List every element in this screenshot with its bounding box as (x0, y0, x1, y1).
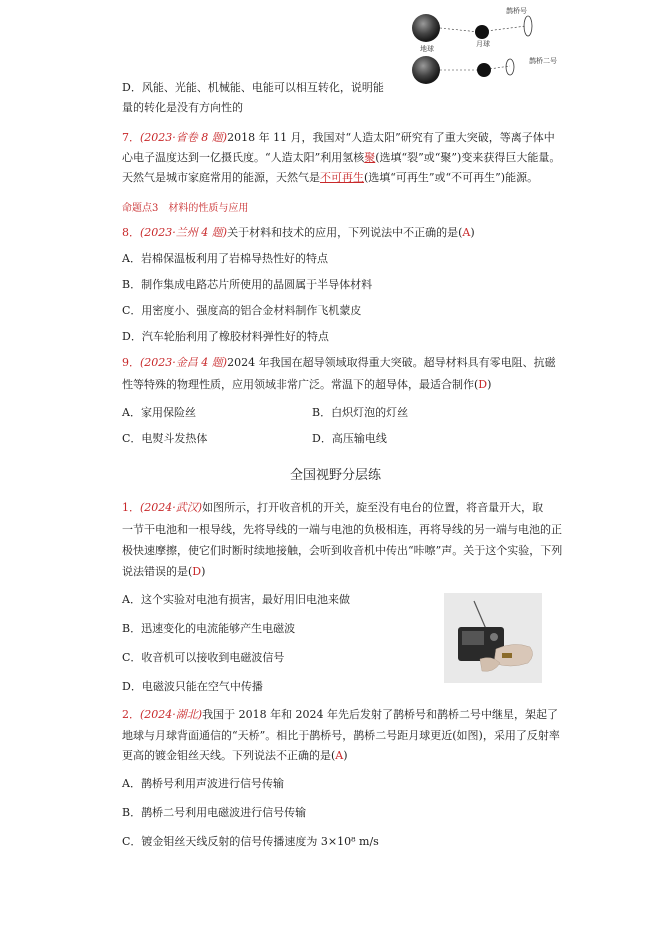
p1-line1: 1．(2024·武汉)如图所示，打开收音机的开关，旋至没有电台的位置，将音量开大，取 (122, 501, 544, 514)
p1-option-c: C．收音机可以接收到电磁波信号 (122, 651, 285, 664)
q9-line2: 性等特殊的物理性质，应用领域非常广泛。常温下的超导体，最适合制作(D) (122, 378, 492, 391)
question-source: (2024·湖北) (140, 708, 203, 721)
relay-orbit-icon (506, 59, 514, 75)
battery-icon (502, 653, 512, 658)
question-source: (2023·省卷 8 题) (140, 131, 228, 144)
p2-option-a: A．鹊桥号利用声波进行信号传输 (122, 777, 284, 790)
answer: D (478, 378, 488, 391)
q8-option-b: B．制作集成电路芯片所使用的晶圆属于半导体材料 (122, 278, 373, 291)
p1-line2: 一节干电池和一根导线，先将导线的一端与电池的负极相连，再将导线的另一端与电池的正 (122, 523, 562, 536)
q9-option-c: C．电熨斗发热体 (122, 432, 208, 445)
p2-line1: 2．(2024·湖北)我国于 2018 年和 2024 年先后发射了鹊桥号和鹊桥二号中继星，架起了 (122, 708, 559, 721)
p2-line2: 地球与月球背面通信的“天桥”。相比于鹊桥号，鹊桥二号距月球更近(如图)，采用了反射率 (122, 729, 560, 742)
p2-line3: 更高的镀金钼丝天线。下列说法不正确的是(A) (122, 749, 348, 762)
relay1-label: 鹊桥号 (506, 7, 527, 15)
p1-option-d: D．电磁波只能在空气中传播 (122, 680, 263, 693)
q8-option-c: C．用密度小、强度高的铝合金材料制作飞机蒙皮 (122, 304, 362, 317)
question-source: (2023·兰州 4 题) (140, 226, 228, 239)
question-number: 8． (122, 226, 140, 239)
relay2-label: 鹊桥二号 (529, 57, 557, 65)
question-source: (2024·武汉) (140, 501, 203, 514)
answer: 聚 (364, 151, 376, 164)
question-number: 7． (122, 131, 140, 144)
q7-line2: 心电子温度达到一亿摄氏度。“人造太阳”利用氢核聚(选填“裂”或“聚”)变来获得巨大能量。 (122, 151, 561, 164)
p1-line4: 说法错误的是(D) (122, 565, 206, 578)
moon-icon (475, 25, 489, 39)
q8-option-d: D．汽车轮胎利用了橡胶材料弹性好的特点 (122, 330, 329, 343)
q9-line1: 9．(2023·金昌 4 题)2024 年我国在超导领域取得重大突破。超导材料具有零电阻、抗磁 (122, 356, 556, 369)
q8-option-a: A．岩棉保温板利用了岩棉导热性好的特点 (122, 252, 328, 265)
q9-option-b: B．白炽灯泡的灯丝 (312, 406, 409, 419)
q9-option-a: A．家用保险丝 (122, 406, 196, 419)
answer: D (192, 565, 202, 578)
p2-option-b: B．鹊桥二号利用电磁波进行信号传输 (122, 806, 307, 819)
question-number: 1． (122, 501, 140, 514)
moon-icon (477, 63, 491, 77)
answer: A (335, 749, 344, 762)
p2-option-c: C．镀金钼丝天线反射的信号传播速度为 3×10⁸ m/s (122, 835, 379, 848)
question-source: (2023·金昌 4 题) (140, 356, 228, 369)
answer: A (462, 226, 471, 239)
earth-label: 地球 (420, 45, 434, 53)
answer: 不可再生 (320, 171, 364, 184)
earth-icon (412, 56, 440, 84)
section-title: 全国视野分层练 (290, 468, 382, 483)
question-number: 2． (122, 708, 140, 721)
p1-option-a: A．这个实验对电池有损害，最好用旧电池来做 (122, 593, 350, 606)
radio-experiment-photo (444, 593, 542, 683)
earth-icon (412, 14, 440, 42)
q6-option-d-cont: 量的转化是没有方向性的 (122, 101, 243, 114)
p1-option-b: B．迅速变化的电流能够产生电磁波 (122, 622, 296, 635)
section-heading: 命题点3 材料的性质与应用 (122, 203, 249, 214)
moon-label: 月球 (476, 40, 490, 48)
q9-option-d: D．高压输电线 (312, 432, 387, 445)
signal-line (440, 28, 479, 32)
q8-stem: 8．(2023·兰州 4 题)关于材料和技术的应用，下列说法中不正确的是(A) (122, 226, 475, 239)
q7-line1: 7．(2023·省卷 8 题)2018 年 11 月，我国对“人造太阳”研究有了重大突破，等离子体中 (122, 131, 555, 144)
p1-line3: 极快速摩擦，使它们时断时续地接触，会听到收音机中传出“咔嚓”声。关于这个实验，下列 (122, 544, 563, 557)
relay-orbit-icon (524, 16, 532, 36)
q6-option-d: D．风能、光能、机械能、电能可以相互转化，说明能 (122, 81, 384, 94)
question-number: 9． (122, 356, 140, 369)
q7-line3: 天然气是城市家庭常用的能源，天然气是不可再生(选填“可再生”或“不可再生”)能源。 (122, 171, 539, 184)
